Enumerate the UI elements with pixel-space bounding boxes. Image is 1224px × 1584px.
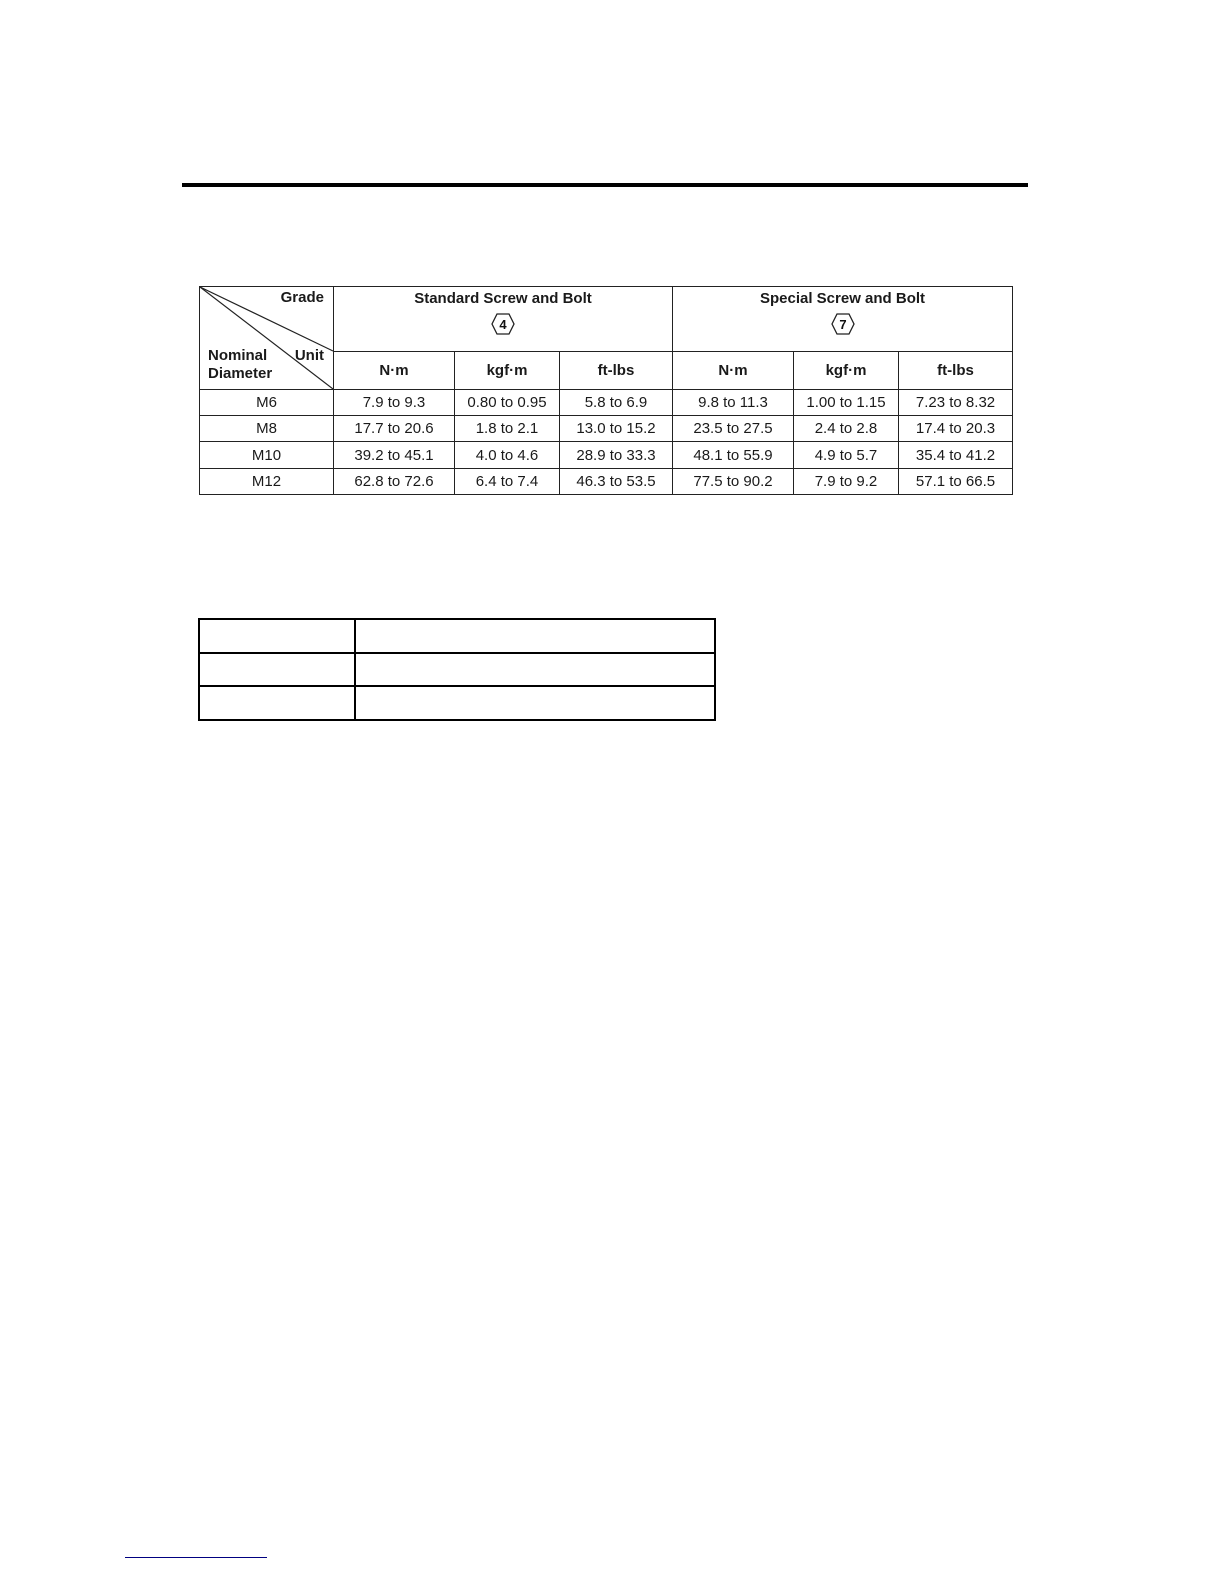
value-cell: 4.9 to 5.7 (794, 442, 899, 468)
value-cell: 17.4 to 20.3 (899, 416, 1013, 442)
diameter-cell: M12 (200, 468, 334, 494)
unit-header-cell: kgf·m (794, 351, 899, 389)
section-divider (182, 183, 1028, 187)
unit-label: Unit (294, 347, 324, 364)
value-cell: 9.8 to 11.3 (673, 389, 794, 415)
value-cell: 13.0 to 15.2 (560, 416, 673, 442)
empty-cell (199, 653, 355, 687)
value-cell: 77.5 to 90.2 (673, 468, 794, 494)
hexagon-grade-7-icon (831, 313, 855, 335)
empty-cell (355, 686, 715, 720)
table-row (200, 389, 1013, 415)
value-cell: 7.9 to 9.3 (334, 389, 455, 415)
unit-header-cell: N·m (673, 351, 794, 389)
value-cell: 7.23 to 8.32 (899, 389, 1013, 415)
group-header-row (200, 287, 1013, 352)
nominal-label: Nominal (208, 347, 268, 364)
value-cell: 1.8 to 2.1 (455, 416, 560, 442)
empty-cell (199, 619, 355, 653)
standard-screw-group-header (334, 287, 673, 352)
value-cell: 35.4 to 41.2 (899, 442, 1013, 468)
value-cell: 1.00 to 1.15 (794, 389, 899, 415)
table-row (200, 416, 1013, 442)
value-cell: 62.8 to 72.6 (334, 468, 455, 494)
value-cell: 5.8 to 6.9 (560, 389, 673, 415)
empty-cell (199, 686, 355, 720)
diameter-cell: M8 (200, 416, 334, 442)
table-row (200, 442, 1013, 468)
torque-spec-table (199, 286, 1013, 495)
empty-table (198, 618, 716, 721)
value-cell: 57.1 to 66.5 (899, 468, 1013, 494)
value-cell: 48.1 to 55.9 (673, 442, 794, 468)
footnote-rule (125, 1557, 267, 1558)
value-cell: 46.3 to 53.5 (560, 468, 673, 494)
grade-mark-text: 4 (499, 317, 507, 332)
group-title: Standard Screw and Bolt (414, 290, 592, 307)
diameter-cell: M6 (200, 389, 334, 415)
value-cell: 4.0 to 4.6 (455, 442, 560, 468)
empty-table-row (199, 686, 715, 720)
diameter-label: Diameter (208, 365, 273, 382)
special-screw-group-header (673, 287, 1013, 352)
value-cell: 17.7 to 20.6 (334, 416, 455, 442)
value-cell: 6.4 to 7.4 (455, 468, 560, 494)
value-cell: 2.4 to 2.8 (794, 416, 899, 442)
empty-table-row (199, 619, 715, 653)
value-cell: 7.9 to 9.2 (794, 468, 899, 494)
corner-header-cell (200, 287, 334, 390)
grade-label: Grade (280, 289, 324, 306)
value-cell: 39.2 to 45.1 (334, 442, 455, 468)
unit-header-cell: kgf·m (455, 351, 560, 389)
hexagon-grade-4-icon (491, 313, 515, 335)
grade-mark-text: 7 (838, 317, 847, 332)
value-cell: 28.9 to 33.3 (560, 442, 673, 468)
unit-header-cell: N·m (334, 351, 455, 389)
empty-cell (355, 653, 715, 687)
value-cell: 0.80 to 0.95 (455, 389, 560, 415)
unit-header-cell: ft-lbs (560, 351, 673, 389)
value-cell: 23.5 to 27.5 (673, 416, 794, 442)
unit-header-cell: ft-lbs (899, 351, 1013, 389)
group-title: Special Screw and Bolt (759, 290, 926, 307)
empty-table-row (199, 653, 715, 687)
diameter-cell: M10 (200, 442, 334, 468)
table-row (200, 468, 1013, 494)
empty-cell (355, 619, 715, 653)
nominal-diameter-label (208, 347, 272, 383)
